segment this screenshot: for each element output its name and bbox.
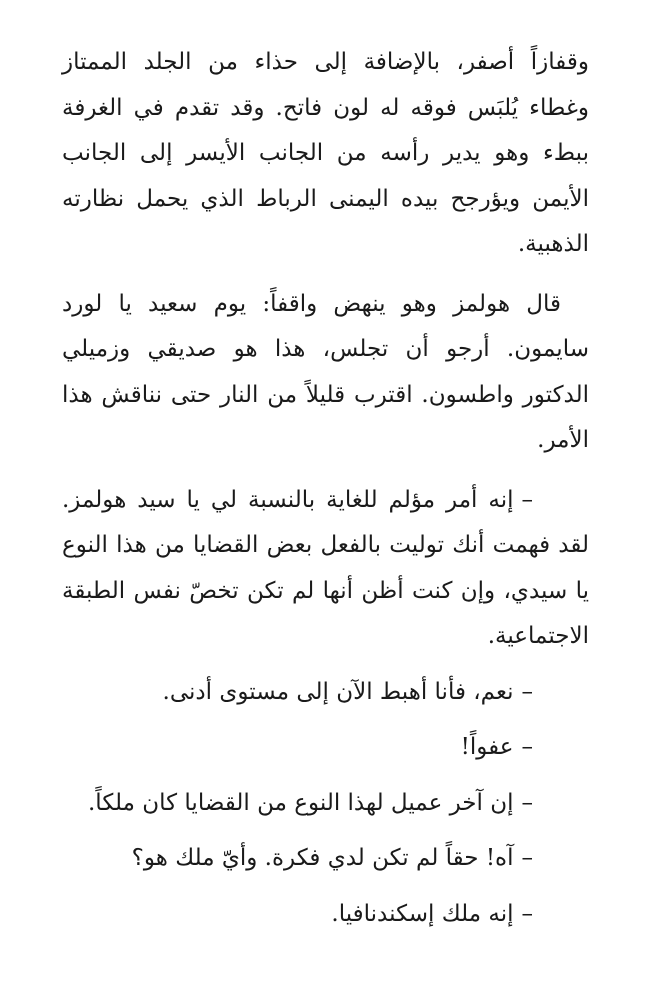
dialogue-line-1 <box>62 478 589 660</box>
dialogue-text: إنه أمر مؤلم للغاية بالنسبة لي يا سيد هولمز. لقد فهمت أنك توليت بالفعل بعض القضايا من هذا النوع يا سيدي، وإن كنت أظن أنها لم تكن تخصّ نفس الطبقة الاجتماعية. <box>62 486 589 649</box>
dialogue-dash: – <box>521 900 533 927</box>
dialogue-text: آه! حقاً لم تكن لدي فكرة. وأيّ ملك هو؟ <box>131 845 514 871</box>
dialogue-dash: – <box>521 486 533 513</box>
dialogue-line-3 <box>62 725 589 771</box>
dialogue-text: نعم، فأنا أهبط الآن إلى مستوى أدنى. <box>162 678 514 705</box>
dialogue-dash: – <box>521 789 533 816</box>
dialogue-dash: – <box>521 678 533 705</box>
dialogue-line-5 <box>62 836 589 882</box>
dialogue-dash: – <box>521 734 533 760</box>
dialogue-text: إن آخر عميل لهذا النوع من القضايا كان ملكاً. <box>88 789 514 816</box>
dialogue-line-4 <box>62 781 589 827</box>
dialogue-text: عفواً! <box>460 734 514 760</box>
dialogue-line-6 <box>62 892 589 938</box>
dialogue-line-2 <box>62 670 589 716</box>
dialogue-dash: – <box>521 845 533 871</box>
narrative-paragraph-1: وقفازاً أصفر، بالإضافة إلى حذاء من الجلد الممتاز وغطاء يُلبَس فوقه له لون فاتح. وقد تقدم في الغرفة ببطء وهو يدير رأسه من الجانب الأيسر إلى الجانب الأيمن ويؤرجح بيده اليمنى الرباط الذي يحمل نظارته الذهبية. <box>62 49 589 257</box>
narrative-paragraph-2: قال هولمز وهو ينهض واقفاً: يوم سعيد يا لورد سايمون. أرجو أن تجلس، هذا هو صديقي وزميلي الدكتور واطسون. اقترب قليلاً من النار حتى نناقش هذا الأمر. <box>62 290 589 453</box>
dialogue-text: إنه ملك إسكندنافيا. <box>331 900 514 927</box>
